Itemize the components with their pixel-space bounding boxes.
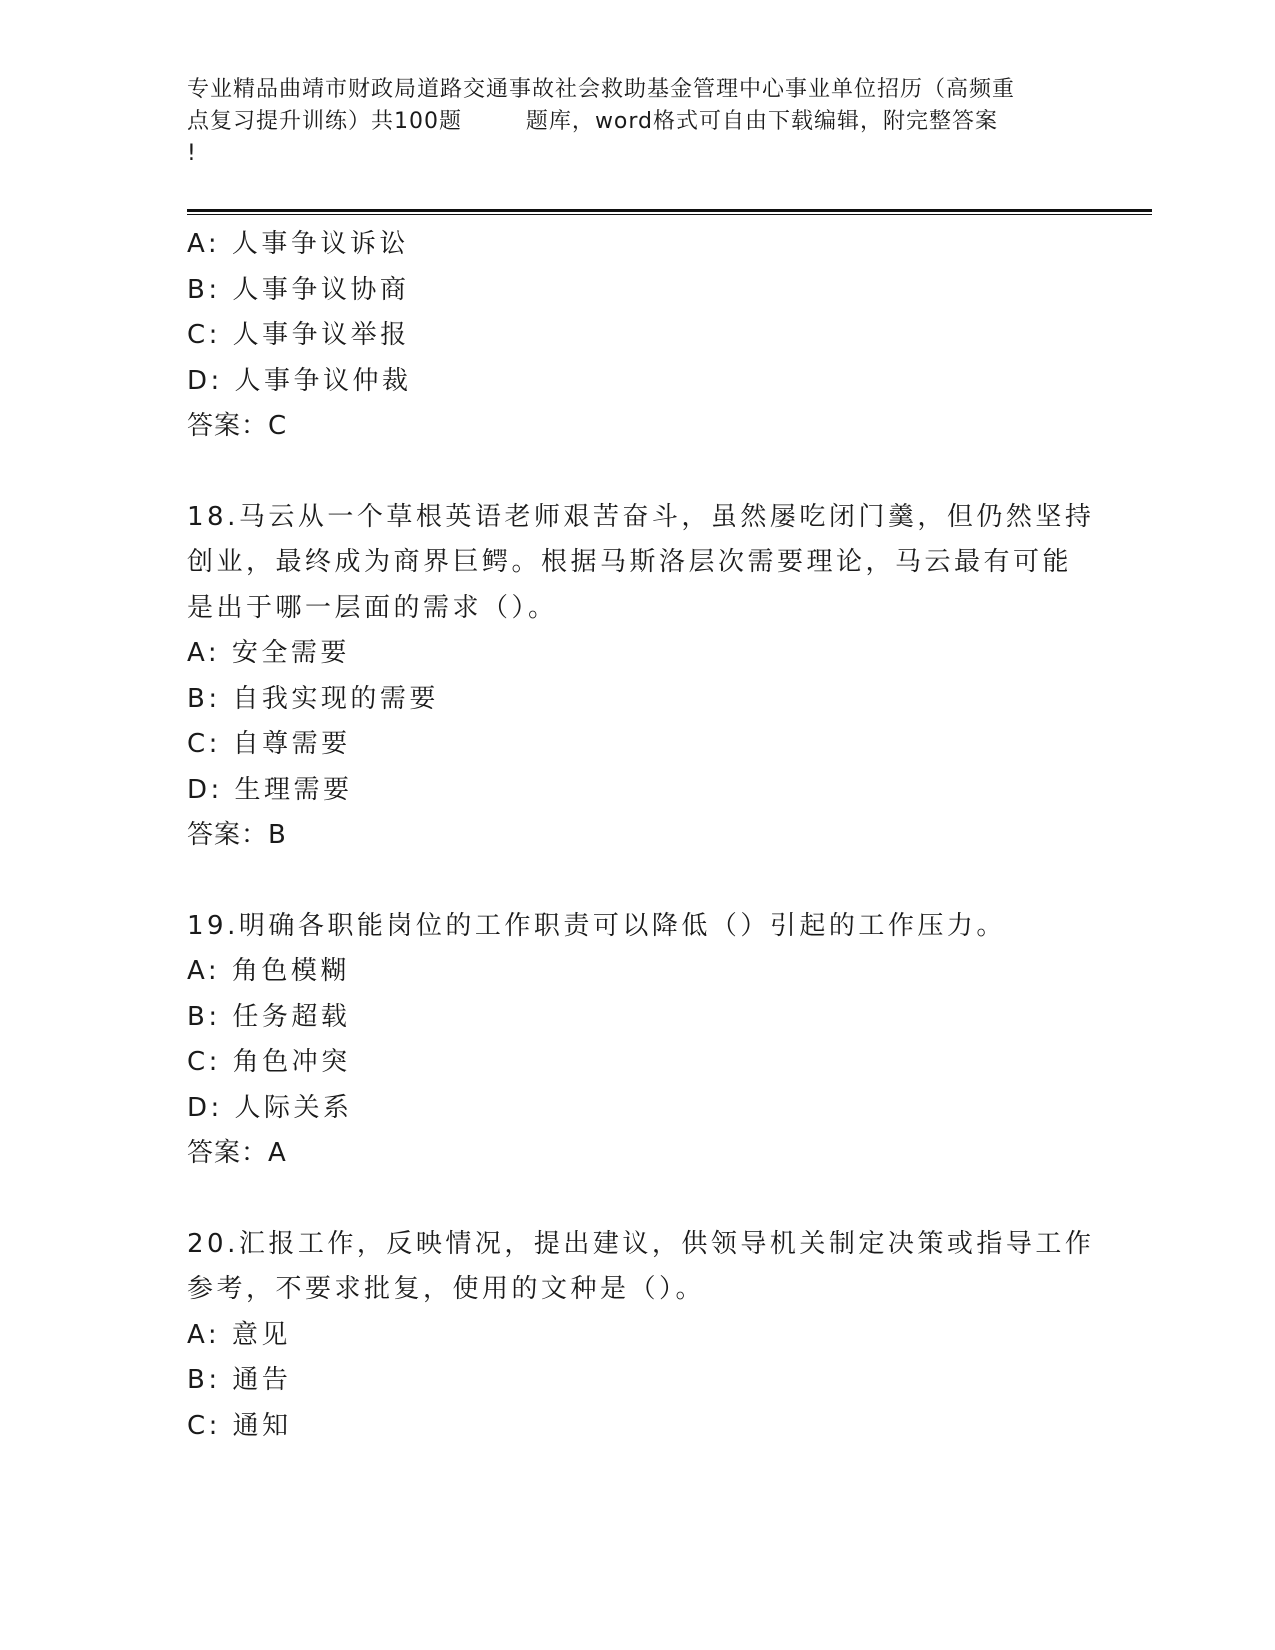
answer-line: 答案：C xyxy=(187,411,288,441)
header-line-1: 专业精品曲靖市财政局道路交通事故社会救助基金管理中心事业单位招历（高频重 xyxy=(187,77,1016,102)
header-line-3: ! xyxy=(187,141,197,166)
option-a: A: 角色模糊 xyxy=(187,956,350,986)
option-a: A: 人事争议诉讼 xyxy=(187,229,409,259)
answer-line: 答案：A xyxy=(187,1138,287,1168)
question-18 xyxy=(187,495,1095,859)
option-c: C: 通知 xyxy=(187,1410,292,1441)
question-17-tail xyxy=(187,222,1087,450)
header-divider-thin xyxy=(187,214,1152,215)
option-c: C: 自尊需要 xyxy=(187,729,351,759)
question-text-line: 18.马云从一个草根英语老师艰苦奋斗，虽然屡吃闭门羹，但仍然坚持 xyxy=(187,501,1095,532)
option-b: B: 任务超载 xyxy=(187,1001,351,1032)
option-a: A: 安全需要 xyxy=(187,638,350,668)
question-text-line: 创业，最终成为商界巨鳄。根据马斯洛层次需要理论，马云最有可能 xyxy=(187,547,1073,577)
option-b: B: 通告 xyxy=(187,1365,292,1395)
question-19 xyxy=(187,904,1087,1177)
option-d: D: 人际关系 xyxy=(187,1092,353,1123)
question-text-line: 参考，不要求批复，使用的文种是（）。 xyxy=(187,1274,706,1304)
question-list xyxy=(187,222,1095,1449)
answer-line: 答案：B xyxy=(187,820,287,850)
option-d: D: 生理需要 xyxy=(187,774,353,805)
option-b: B: 自我实现的需要 xyxy=(187,683,439,714)
document-header xyxy=(187,74,1087,170)
option-c: C: 角色冲突 xyxy=(187,1047,351,1077)
question-text-line: 20.汇报工作，反映情况，提出建议，供领导机关制定决策或指导工作 xyxy=(187,1228,1095,1259)
header-divider-thick xyxy=(187,209,1152,212)
option-c: C: 人事争议举报 xyxy=(187,320,410,350)
question-text-line: 19.明确各职能岗位的工作职责可以降低（）引起的工作压力。 xyxy=(187,910,1006,941)
header-line-2: 点复习提升训练）共100题 题库，word格式可自由下载编辑，附完整答案 xyxy=(187,109,999,134)
question-text-line: 是出于哪一层面的需求（）。 xyxy=(187,592,558,623)
question-20 xyxy=(187,1222,1095,1450)
option-d: D: 人事争议仲裁 xyxy=(187,365,412,396)
option-b: B: 人事争议协商 xyxy=(187,274,410,305)
option-a: A: 意见 xyxy=(187,1319,291,1350)
